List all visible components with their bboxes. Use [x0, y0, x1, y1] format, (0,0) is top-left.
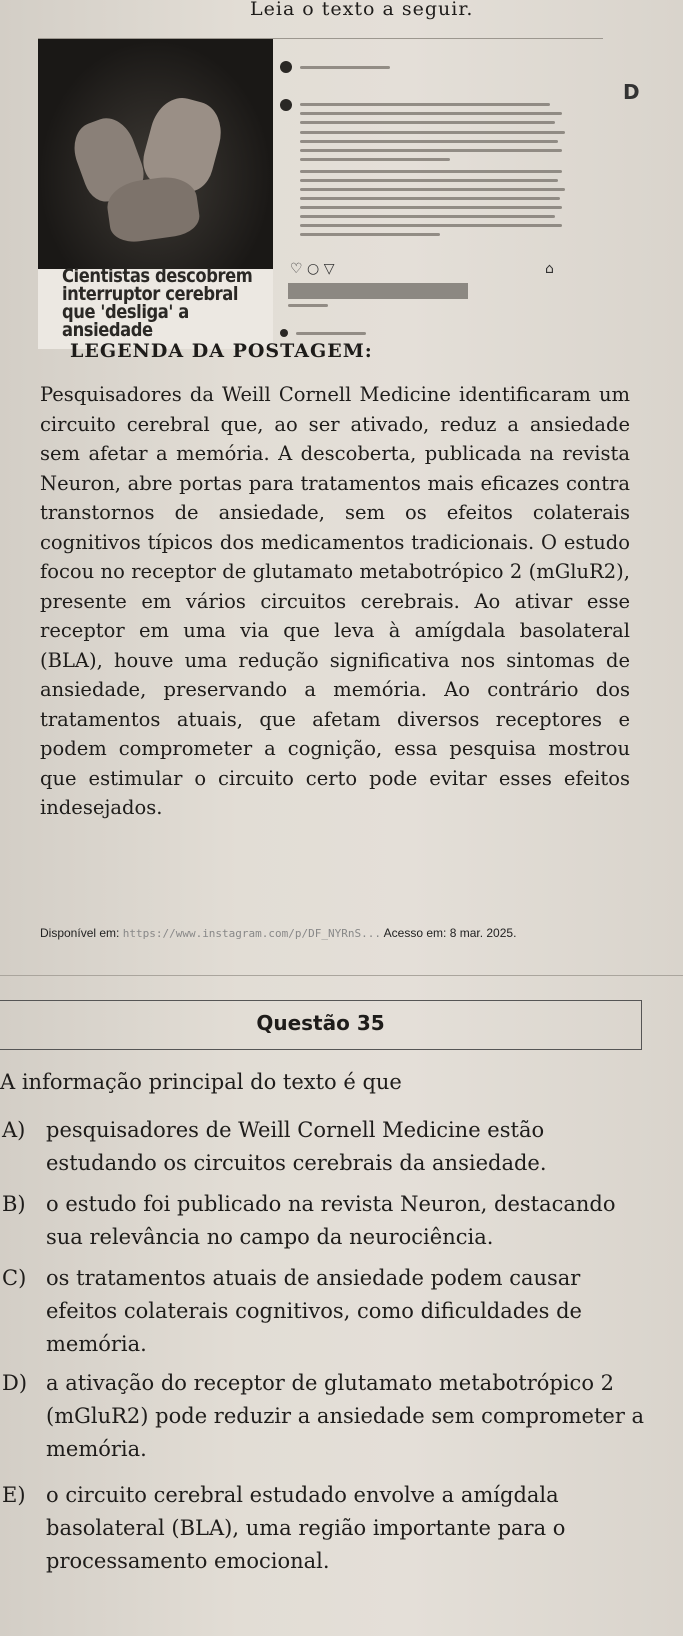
option-a[interactable] — [2, 1114, 657, 1180]
question-stem: A informação principal do texto é que — [0, 1070, 402, 1094]
option-text: o estudo foi publicado na revista Neuron, destacando sua relevância no campo da neurociência. — [46, 1192, 616, 1249]
comment-avatar — [280, 329, 288, 337]
source-access-date: Acesso em: 8 mar. 2025. — [383, 926, 517, 940]
option-letter: C) — [2, 1266, 27, 1290]
option-text: o circuito cerebral estudado envolve a amígdala basolateral (BLA), uma região importante para o processamento emocional. — [46, 1483, 566, 1573]
option-letter: A) — [2, 1118, 26, 1142]
question-header-box — [0, 1000, 642, 1050]
option-d[interactable] — [2, 1367, 657, 1466]
source-url: https://www.instagram.com/p/DF_NYRnS... — [122, 927, 381, 940]
bookmark-icon[interactable]: ⌂ — [545, 261, 554, 277]
profile-name — [300, 66, 390, 69]
divider — [0, 975, 683, 976]
source-prefix: Disponível em: — [40, 926, 120, 940]
source-citation — [40, 926, 516, 940]
legend-body — [40, 380, 630, 823]
comment-icon[interactable]: ○ — [307, 261, 320, 277]
post-date — [288, 304, 328, 307]
heart-icon[interactable]: ♡ — [290, 261, 303, 277]
caption-avatar — [280, 99, 292, 111]
option-text: a ativação do receptor de glutamato metabotrópico 2 (mGluR2) pode reduzir a ansiedade sem comprometer a memória. — [46, 1371, 645, 1461]
profile-avatar[interactable] — [280, 61, 292, 73]
question-title: Questão 35 — [256, 1011, 385, 1035]
legend-paragraph: Pesquisadores da Weill Cornell Medicine identificaram um circuito cerebral que, ao ser ativado, reduz a ansiedade sem afetar a memória. A descoberta, publicada na revista Neuron, abre portas para tratamentos mais eficazes contra transtornos de ansiedade, sem os efeitos colaterais cognitivos típicos dos medicamentos tradicionais. O estudo focou no receptor de glutamato metabotrópico 2 (mGluR2), presente em vários circuitos cerebrais. Ao ativar esse receptor em uma via que leva à amígdala basolateral (BLA), houve uma redução significativa nos sintomas de ansiedade, preservando a memória. Ao contrário dos tratamentos atuais, que afetam diversos receptores e podem comprometer a cognição, essa pesquisa mostrou que estimular o circuito certo pode evitar esses efeitos indesejados. — [40, 383, 630, 819]
cut-off-letter: D — [623, 80, 640, 104]
option-letter: D) — [2, 1371, 28, 1395]
add-comment-field[interactable] — [296, 332, 366, 335]
post-image — [38, 39, 273, 349]
option-b[interactable] — [2, 1188, 657, 1254]
option-e[interactable] — [2, 1479, 657, 1578]
header-fragment: Leia o texto a seguir. — [250, 0, 474, 20]
post-action-icons — [290, 261, 334, 277]
option-letter: E) — [2, 1483, 26, 1507]
post-image-title: Cientistas descobrem interruptor cerebral que 'desliga' a ansiedade — [62, 265, 253, 341]
likes-bar — [288, 283, 468, 299]
option-letter: B) — [2, 1192, 26, 1216]
legend-title: LEGENDA DA POSTAGEM: — [70, 340, 373, 362]
option-text: pesquisadores de Weill Cornell Medicine estão estudando os circuitos cerebrais da ansiedade. — [46, 1118, 547, 1175]
option-text: os tratamentos atuais de ansiedade podem causar efeitos colaterais cognitivos, como dificuldades de memória. — [46, 1266, 582, 1356]
instagram-post — [38, 38, 603, 349]
option-c[interactable] — [2, 1262, 657, 1361]
share-icon[interactable]: ▽ — [323, 261, 335, 277]
